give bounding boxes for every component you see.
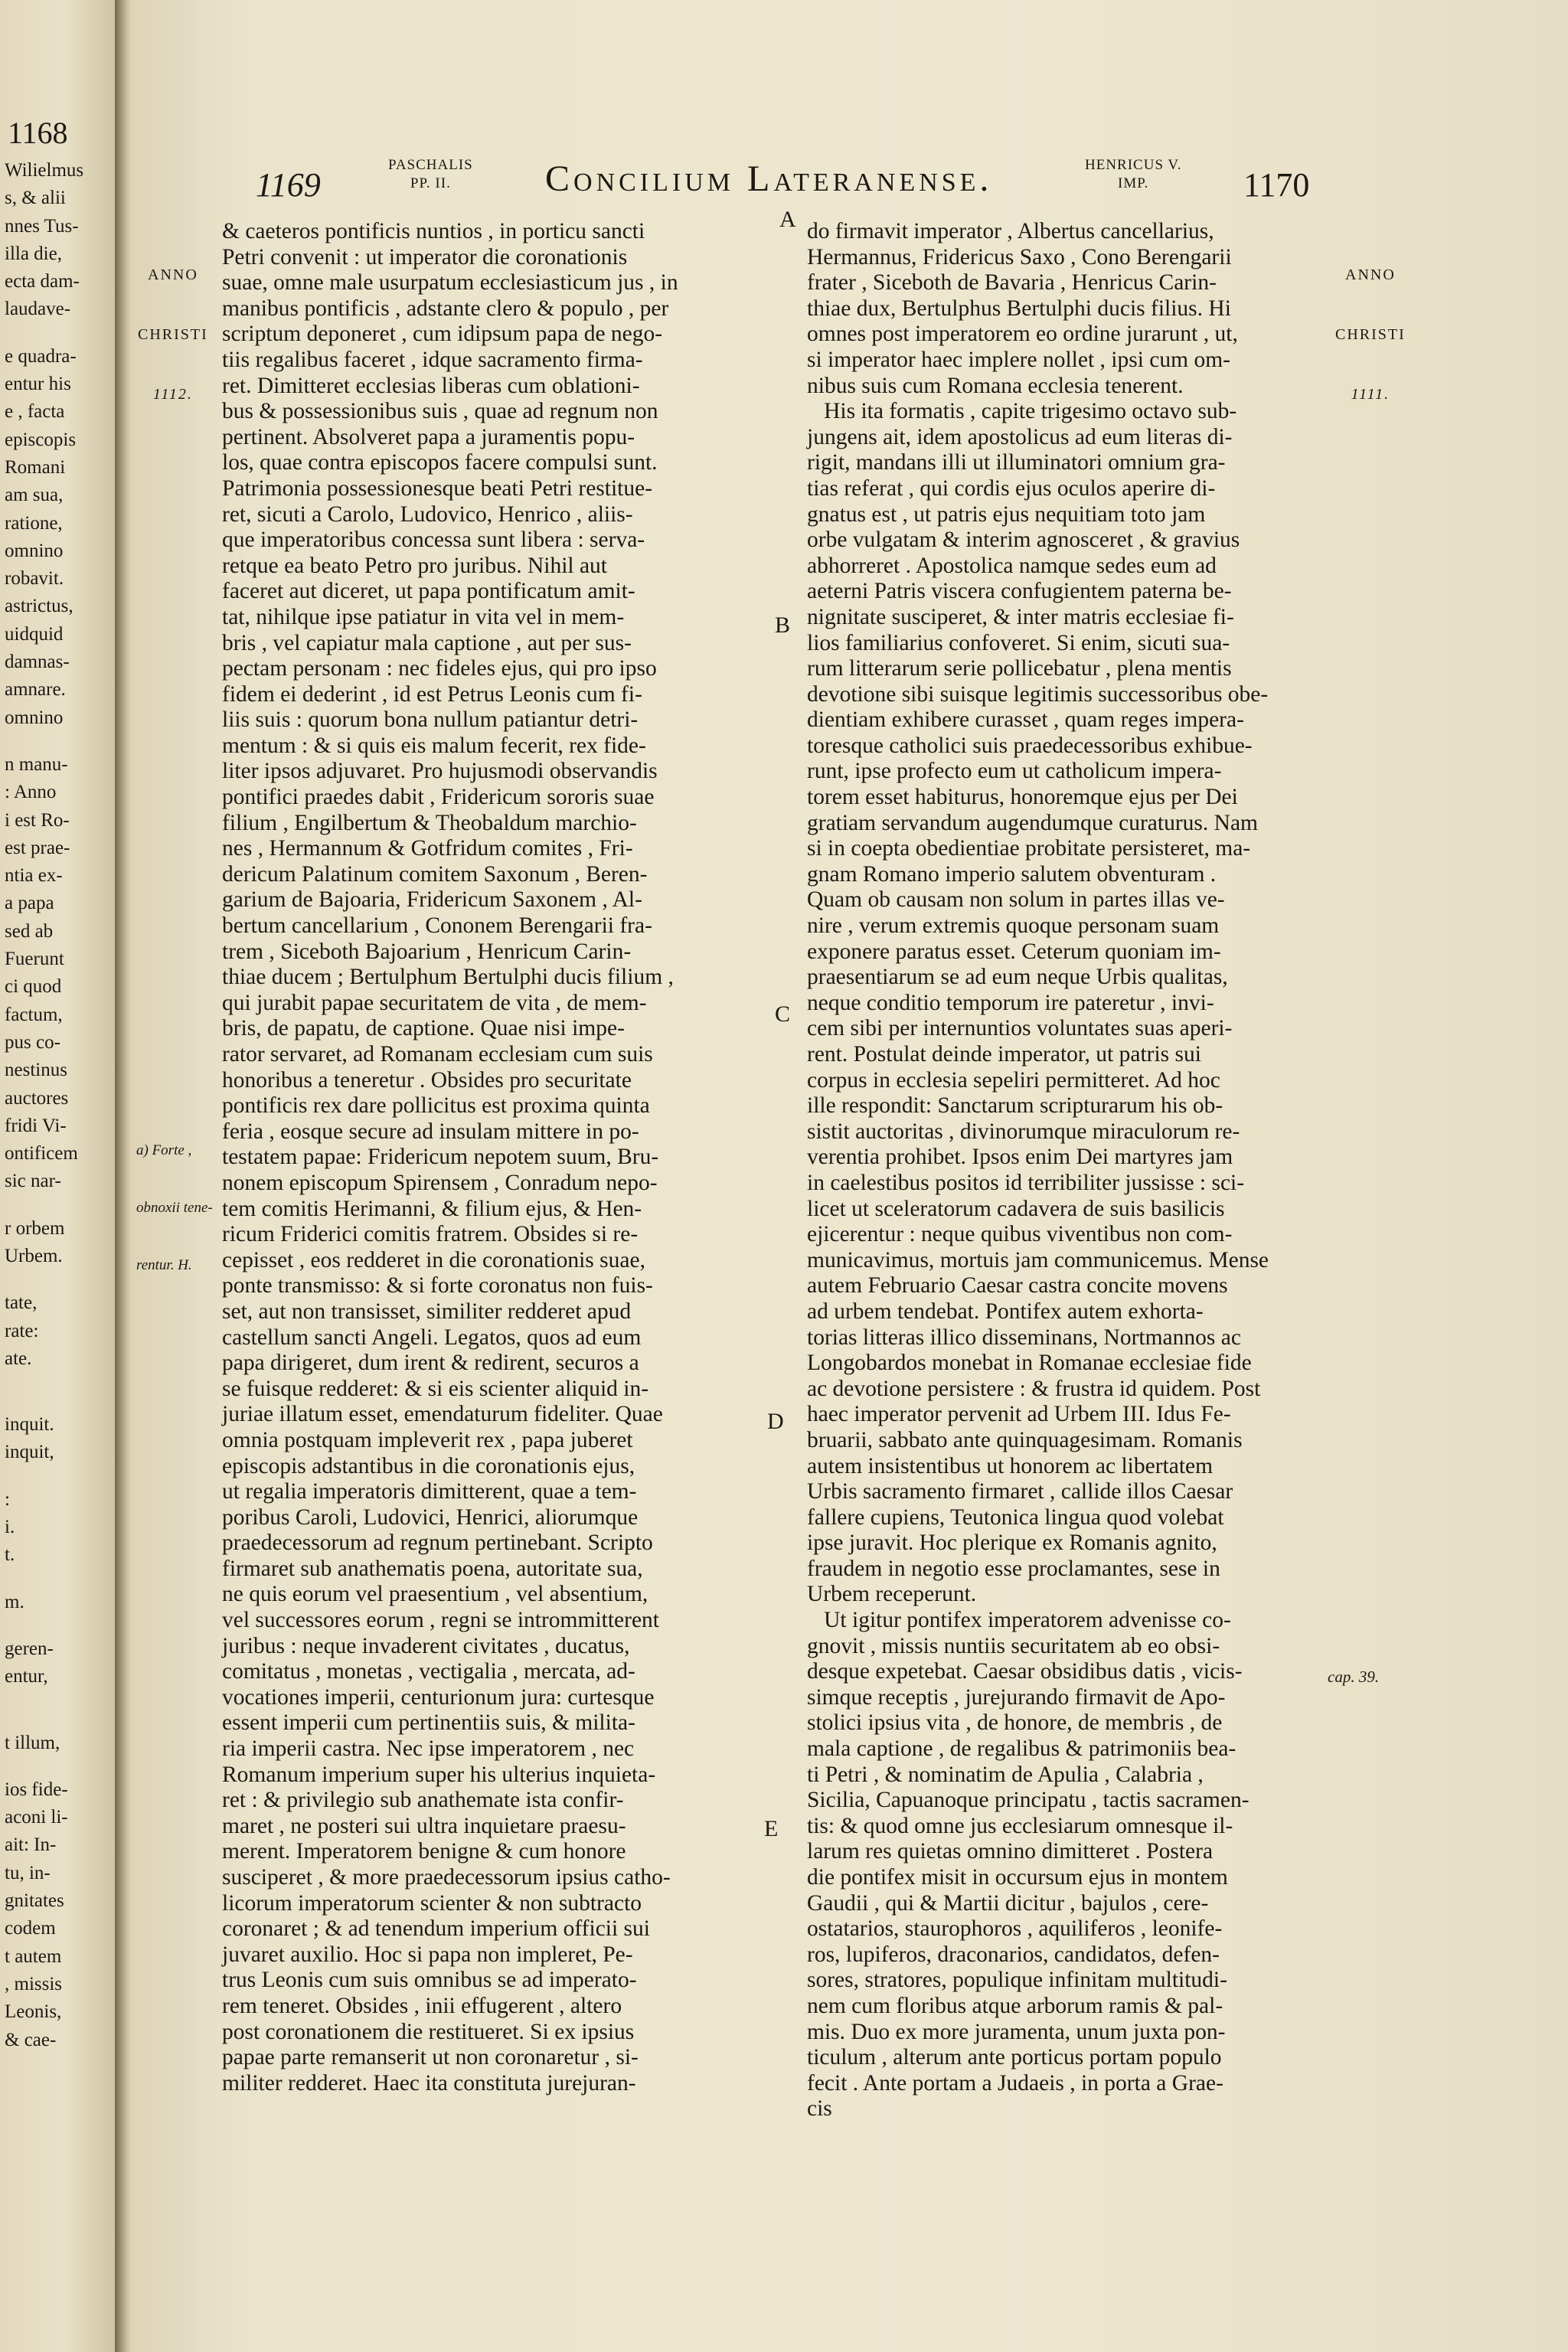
text-line: post coronationem die restitueret. Si ex ipsius [222, 2019, 635, 2044]
previous-page-line: Wilielmus [5, 160, 84, 181]
previous-page-line [5, 1757, 115, 1776]
text-line: testatem papae: Fridericum nepotem suum, Bru- [222, 1145, 659, 1170]
text-line: rigit, mandans illi ut illuminatori omnium gra- [807, 450, 1226, 475]
text-line: ret, sicuti a Carolo, Ludovico, Henrico , aliis- [222, 501, 633, 527]
text-line: castellum sancti Angeli. Legatos, quos ad eum [222, 1325, 642, 1350]
previous-page-line: Romani [5, 456, 66, 478]
previous-page-line: ecta dam- [5, 271, 80, 292]
text-line: toresque catholici suis praedecessoribus exhibue- [807, 733, 1253, 758]
previous-page-line: am sua, [5, 485, 64, 506]
running-head-line: IMP. [1118, 175, 1149, 191]
text-line: ponte transmisso: & si forte coronatus non fuis- [222, 1273, 653, 1298]
text-line: haec imperator pervenit ad Urbem III. Idus Fe- [807, 1402, 1231, 1427]
running-head-line: HENRICUS V. [1085, 157, 1182, 173]
text-line: His ita formatis , capite trigesimo octavo sub- [807, 399, 1237, 424]
text-line: fecit . Ante portam a Judaeis , in porta a Grae- [807, 2070, 1223, 2096]
text-line: mala captione , de regalibus & patrimoniis bea- [807, 1736, 1236, 1762]
text-line: ret : & privilegio sub anathemate ista confir- [222, 1788, 624, 1813]
text-line: rem teneret. Obsides , inii effugerent , altero [222, 1993, 622, 2018]
running-head-line: PASCHALIS [388, 157, 473, 173]
previous-page-line [5, 324, 115, 343]
text-line: verentia prohibet. Ipsos enim Dei martyres jam [807, 1145, 1233, 1170]
text-line: sistit auctoritas , divinorumque miraculorum re- [807, 1119, 1240, 1144]
text-line: nignitate susciperet, & inter matris ecclesiae fi- [807, 604, 1234, 629]
text-line: gnam Romano imperio salutem obventuram . [807, 861, 1217, 887]
previous-page-line: damnas- [5, 652, 70, 673]
previous-page-line: Urbem. [5, 1245, 63, 1266]
previous-page-line: & cae- [5, 2029, 57, 2050]
previous-page-line: uidquid [5, 623, 64, 645]
previous-page-line [5, 1467, 115, 1486]
text-line: papa dirigeret, dum irent & redirent, securos a [222, 1351, 639, 1376]
text-line: exponere paratus esset. Ceterum quoniam im- [807, 939, 1221, 964]
previous-page-line: : Anno [5, 782, 57, 803]
text-line: Ut igitur pontifex imperatorem advenisse co- [807, 1608, 1231, 1633]
text-line: Patrimonia possessionesque beati Petri restitue- [222, 475, 653, 501]
previous-page-line: t. [5, 1544, 15, 1566]
text-line: Quam ob causam non solum in partes illas ve- [807, 887, 1225, 913]
text-line: Longobardos monebat in Romanae ecclesiae fide [807, 1351, 1252, 1376]
previous-page-number: 1168 [8, 116, 68, 150]
text-line: larum res quietas omnino dimitteret . Postera [807, 1839, 1214, 1864]
text-line: sores, stratores, populique infinitam multitudi- [807, 1968, 1227, 1993]
text-line: devotione sibi suisque legitimis successoribus obe- [807, 681, 1269, 707]
right-page-number: 1170 [1243, 166, 1310, 204]
text-line: praedecessorum ad regnum pertinebant. Scripto [222, 1530, 653, 1556]
text-line: pectam personam : nec fideles ejus, qui pro ipso [222, 656, 657, 681]
text-line: retque ea beato Petro pro juribus. Nihil aut [222, 553, 607, 578]
previous-page-line: sed ab [5, 920, 54, 942]
text-line: scriptum deponeret , cum idipsum papa de nego- [222, 322, 663, 347]
text-line: torem esset habiturus, honoremque ejus per Dei [807, 785, 1238, 810]
text-line: cis [807, 2096, 832, 2122]
text-line: torias litteras illico disseminans, Nortmannos ac [807, 1325, 1241, 1350]
text-line: coronaret ; & ad tenendum imperium officii sui [222, 1916, 650, 1942]
previous-page-line: entur, [5, 1666, 48, 1687]
text-line: omnia postquam impleverit rex , papa juberet [222, 1427, 633, 1452]
text-line: los, quae contra episcopos facere compulsi sunt. [222, 450, 658, 475]
text-line: bus & possessionibus suis , quae ad regnum non [222, 399, 658, 424]
text-line: die pontifex misit in occursum ejus in montem [807, 1865, 1228, 1890]
text-line: honoribus a teneretur . Obsides pro securitate [222, 1067, 632, 1093]
previous-page-line: laudave- [5, 299, 71, 320]
previous-page-line: nnes Tus- [5, 215, 79, 237]
previous-page-line: rate: [5, 1320, 39, 1341]
text-line: nibus suis cum Romana ecclesia tenerent. [807, 373, 1184, 398]
text-line: Gaudii , qui & Martii dicitur , bajulos , cere- [807, 1890, 1209, 1916]
text-line: bris, de papatu, de captione. Quae nisi impe- [222, 1016, 625, 1041]
footnote-line: rentur. H. [136, 1257, 192, 1273]
chapter-note: cap. 39. [1328, 1668, 1380, 1686]
previous-page-edge [0, 0, 115, 2352]
text-line: rent. Postulat deinde imperator, ut patris sui [807, 1042, 1201, 1067]
previous-page-line: r orbem [5, 1217, 65, 1239]
text-line: tem comitis Herimanni, & filium ejus, & Hen- [222, 1196, 642, 1221]
section-letter-c: C [775, 1001, 791, 1027]
text-line: suae, omne male usurpatum ecclesiasticum jus , in [222, 270, 678, 296]
text-line: cem sibi per internuntios voluntates suas aperi- [807, 1016, 1233, 1041]
section-letter-a: A [779, 207, 796, 232]
text-line: vel successores eorum , regni se intrommitterent [222, 1608, 659, 1633]
previous-page-line: t autem [5, 1945, 62, 1967]
previous-page-line: n manu- [5, 753, 68, 775]
text-line: papae parte remanserit ut non coronaretur , si- [222, 2045, 639, 2070]
previous-page-line: fridi Vi- [5, 1115, 67, 1136]
previous-page-line: e , facta [5, 401, 65, 423]
section-letter-d: D [767, 1409, 784, 1434]
anno-line: ANNO [1345, 266, 1396, 283]
previous-page-line: t illum, [5, 1732, 60, 1753]
text-line: ros, lupiferos, draconarios, candidatos, defen- [807, 1942, 1220, 1967]
anno-line: CHRISTI [138, 326, 208, 343]
text-line: dientiam exhibere curasset , quam reges impera- [807, 707, 1244, 733]
text-line: rum litterarum serie pollicebatur , plena mentis [807, 656, 1232, 681]
text-line: ret. Dimitteret ecclesias liberas cum oblationi- [222, 373, 640, 398]
text-line: manibus pontificis , adstante clero & populo , per [222, 296, 669, 321]
text-line: faceret aut diceret, ut papa pontificatum amit- [222, 579, 635, 604]
previous-page-line: : [5, 1488, 10, 1510]
text-line: aeterni Patris viscera confugientem paterna be- [807, 579, 1232, 604]
text-line: stolici ipsius vita , de honore, de membris , de [807, 1710, 1223, 1736]
text-line: ti Petri , & nominatim de Apulia , Calabria , [807, 1762, 1204, 1787]
previous-page-line: ate. [5, 1348, 32, 1369]
previous-page-line: ratione, [5, 512, 63, 534]
text-line: si imperator haec implere nollet , ipsi cum om- [807, 347, 1230, 372]
previous-page-line: tu, in- [5, 1862, 51, 1883]
text-line: ipse juravit. Hoc plerique ex Romanis agnito, [807, 1530, 1217, 1556]
previous-page-line: ontificem [5, 1143, 78, 1165]
text-line: susciperet , & more praedecessorum ipsius catho- [222, 1865, 671, 1890]
book-page [132, 0, 1568, 2352]
text-line: fraudem in negotio esse proclamantes, sese in [807, 1556, 1220, 1581]
previous-page-line: i. [5, 1517, 15, 1538]
text-line: Urbis sacramento firmaret , callide illos Caesar [807, 1479, 1233, 1504]
text-line: ricum Friderici comitis fratrem. Obsides si re- [222, 1222, 639, 1247]
text-line: thiae dux, Bertulphus Bertulphi ducis filius. Hi [807, 296, 1231, 321]
text-line: essent imperii cum pertinentiis suis, & milita- [222, 1710, 635, 1736]
text-line: do firmavit imperator , Albertus cancellarius, [807, 219, 1214, 243]
text-line: ad urbem tendebat. Pontifex autem exhorta- [807, 1298, 1204, 1324]
text-line: nire , verum extremis quoque personam suam [807, 913, 1220, 939]
text-line: autem Februario Caesar castra concite movens [807, 1273, 1228, 1298]
text-line: frater , Siceboth de Bavaria , Henricus Carin- [807, 270, 1217, 296]
text-line: episcopis adstantibus in die coronationis ejus, [222, 1453, 635, 1478]
section-letter-b: B [775, 612, 791, 638]
text-line: omnes post imperatorem eo ordine jurarunt , ut, [807, 322, 1238, 347]
previous-page-line [5, 1570, 115, 1589]
previous-page-line: gnitates [5, 1890, 64, 1912]
text-line: pontificis rex dare pollicitus est proxima quinta [222, 1093, 650, 1119]
left-running-head [388, 156, 473, 193]
previous-page-line: sic nar- [5, 1171, 61, 1192]
text-line: licorum imperatorum scienter & non subtracto [222, 1890, 642, 1916]
previous-page-line: factum, [5, 1004, 63, 1025]
text-line: Hermannus, Fridericus Saxo , Cono Berengarii [807, 244, 1232, 270]
text-line: licet ut sceleratorum cadavera de suis basilicis [807, 1196, 1225, 1221]
text-line: cepisset , eos redderet in die coronationis suae, [222, 1247, 645, 1272]
previous-page-line: ait: In- [5, 1834, 57, 1856]
previous-page-line: inquit, [5, 1442, 54, 1463]
previous-page-line [5, 1710, 115, 1730]
text-line: dericum Palatinum comitem Saxonum , Beren- [222, 861, 648, 887]
text-line: trus Leonis cum suis omnibus se ad imperato- [222, 1968, 637, 1993]
text-line: bris , vel capiatur mala captione , aut per sus- [222, 630, 632, 655]
text-line: tias referat , qui cordis ejus oculos aperire di- [807, 475, 1216, 501]
running-head-line: PP. II. [410, 175, 451, 191]
text-line: tis: & quod omne jus ecclesiarum omnesque il- [807, 1813, 1233, 1838]
page-header [132, 153, 1568, 214]
text-line: feria , eosque secure ad insulam mittere in po- [222, 1119, 639, 1144]
page-title: Concilium Lateranense. [545, 158, 993, 199]
text-line: corpus in ecclesia sepeliri permitteret. Ad hoc [807, 1067, 1220, 1093]
previous-page-line: i est Ro- [5, 809, 70, 831]
text-line: ne quis eorum vel praesentium , vel absentium, [222, 1582, 648, 1607]
right-text-column [807, 219, 1473, 2122]
previous-page-line: ntia ex- [5, 865, 63, 887]
text-line: juriae illatum esset, emendaturum fideliter. Quae [222, 1402, 663, 1427]
book-gutter [115, 0, 132, 2352]
text-line: gnatus est , ut patris ejus nequitiam toto jam [807, 501, 1206, 527]
previous-page-line [5, 1196, 115, 1215]
previous-page-line: auctores [5, 1087, 69, 1109]
footnote-margin [136, 1102, 213, 1313]
previous-page-line: inquit. [5, 1414, 54, 1436]
text-line: vocationes imperii, centurionum jura: curtesque [222, 1684, 655, 1710]
previous-page-line: codem [5, 1918, 56, 1939]
text-line: mentum : & si quis eis malum fecerit, rex fide- [222, 733, 646, 758]
previous-page-line: ios fide- [5, 1779, 68, 1800]
previous-page-line [5, 1373, 115, 1392]
previous-page-line: astrictus, [5, 596, 74, 617]
text-line: fallere cupiens, Teutonica lingua quod volebat [807, 1504, 1224, 1530]
text-line: gratiam servandum augendumque curaturus. Nam [807, 810, 1258, 835]
text-line: qui jurabit papae securitatem de vita , de mem- [222, 990, 647, 1015]
text-line: pontifici praedes dabit , Fridericum sororis suae [222, 785, 655, 810]
text-line: fidem ei dederint , id est Petrus Leonis cum fi- [222, 681, 642, 707]
previous-page-line: pus co- [5, 1031, 60, 1053]
text-line: neque conditio temporum ire pateretur , invi- [807, 990, 1214, 1015]
text-line: & caeteros pontificis nuntios , in porticu sancti [222, 219, 645, 243]
text-line: abhorreret . Apostolica namque sedes eum ad [807, 553, 1217, 578]
footnote-line: obnoxii tene- [136, 1200, 213, 1216]
previous-page-line: est prae- [5, 837, 70, 858]
previous-page-line: Leonis, [5, 2001, 62, 2023]
previous-page-line: a papa [5, 893, 54, 914]
text-line: Romanum imperium super his ulterius inquieta- [222, 1762, 656, 1787]
text-line: Sicilia, Capuanoque principatu , tactis sacramen- [807, 1788, 1250, 1813]
text-line: desque expetebat. Caesar obsidibus datis , vicis- [807, 1659, 1243, 1684]
previous-page-line [5, 1691, 115, 1710]
previous-page-line: Fuerunt [5, 949, 64, 970]
left-text-column [222, 219, 888, 2096]
text-line: nem cum floribus atque arborum ramis & pal- [807, 1993, 1223, 2018]
section-letter-e: E [764, 1816, 779, 1841]
previous-page-line: omnino [5, 540, 64, 561]
text-line: ut regalia imperatoris dimitterent, quae a tem- [222, 1479, 637, 1504]
text-line: juribus : neque invaderent civitates , ducatus, [222, 1633, 630, 1658]
previous-page-line: s, & alii [5, 188, 66, 209]
text-line: militer redderet. Haec ita constituta jurejuran- [222, 2070, 636, 2096]
left-page-number: 1169 [256, 166, 321, 204]
text-line: ac devotione persistere : & frustra id quidem. Post [807, 1376, 1261, 1401]
previous-page-line: illa die, [5, 243, 62, 264]
text-line: bertum cancellarium , Cononem Berengarii fra- [222, 913, 652, 939]
previous-page-line: tate, [5, 1292, 38, 1314]
text-line: pertinent. Absolveret papa a juramentis popu- [222, 424, 635, 449]
text-line: Urbem receperunt. [807, 1582, 977, 1607]
previous-page-line: nestinus [5, 1060, 67, 1081]
text-line: nonem episcopum Spirensem , Conradum nepo- [222, 1170, 658, 1195]
text-line: simque receptis , jurejurando firmavit de Apo- [807, 1684, 1226, 1710]
text-line: praesentiarum se ad eum neque Urbis qualitas, [807, 965, 1228, 990]
previous-page-line: robavit. [5, 568, 64, 590]
text-line: mis. Duo ex more juramenta, unum juxta pon- [807, 2019, 1226, 2044]
text-line: firmaret sub anathematis poena, autoritate sua, [222, 1556, 643, 1581]
previous-page-line [5, 732, 115, 751]
text-line: merent. Imperatorem benigne & cum honore [222, 1839, 626, 1864]
left-anno-christi [138, 225, 208, 444]
right-running-head [1085, 156, 1181, 193]
text-line: orbe vulgatam & interim agnosceret , & gravius [807, 528, 1240, 553]
text-line: se fuisque redderet: & si eis scienter aliquid in- [222, 1376, 649, 1401]
text-line: tiis regalibus faceret , idque sacramento firma- [222, 347, 643, 372]
previous-page-line [5, 1270, 115, 1289]
text-line: jungens ait, idem apostolicus ad eum literas di- [807, 424, 1233, 449]
anno-line: CHRISTI [1335, 326, 1406, 343]
text-line: in caelestibus positos id terribiliter jussisse : sci- [807, 1170, 1245, 1195]
text-line: poribus Caroli, Ludovici, Henrici, aliorumque [222, 1504, 639, 1530]
previous-page-line: geren- [5, 1638, 54, 1659]
text-line: municavimus, mortuis jam communicemus. Mense [807, 1247, 1269, 1272]
text-line: runt, ipse profecto eum ut catholicum impera- [807, 759, 1222, 784]
footnote-line: a) Forte , [136, 1142, 192, 1158]
previous-page-line: entur his [5, 374, 71, 395]
previous-page-line [5, 1616, 115, 1635]
text-line: ticulum , alterum ante porticus portam populo [807, 2045, 1222, 2070]
text-line: rator servaret, ad Romanam ecclesiam cum suis [222, 1042, 653, 1067]
text-line: si in coepta obedientiae probitate persisteret, ma- [807, 836, 1251, 861]
previous-page-text [5, 157, 115, 2054]
previous-page-line: amnare. [5, 679, 66, 701]
previous-page-line: omnino [5, 707, 64, 728]
text-line: comitatus , monetas , vectigalia , mercata, ad- [222, 1659, 635, 1684]
text-line: lios familiarius confoveret. Si enim, sicuti sua- [807, 630, 1230, 655]
text-line: set, aut non transisset, similiter redderet apud [222, 1298, 632, 1324]
text-line: tat, nihilque ipse patiatur in vita vel in mem- [222, 604, 625, 629]
text-line: garium de Bajoaria, Fridericum Saxonem , Al- [222, 887, 642, 913]
previous-page-line: , missis [5, 1973, 63, 1994]
text-line: maret , ne posteri sui ultra inquietare praesu- [222, 1813, 626, 1838]
anno-line: 1112. [152, 386, 193, 403]
text-line: que imperatoribus concessa sunt libera : serva- [222, 528, 645, 553]
previous-page-line: e quadra- [5, 345, 77, 367]
previous-page-line: m. [5, 1591, 24, 1612]
text-line: nes , Hermannum & Gotfridum comites , Fri- [222, 836, 633, 861]
text-line: ria imperii castra. Nec ipse imperatorem , nec [222, 1736, 635, 1762]
text-line: thiae ducem ; Bertulphum Bertulphi ducis filium , [222, 965, 674, 990]
text-line: juvaret auxilio. Hoc si papa non impleret, Pe- [222, 1942, 633, 1967]
text-line: Petri convenit : ut imperator die coronationis [222, 244, 628, 270]
text-line: bruarii, sabbato ante quinquagesimam. Romanis [807, 1427, 1243, 1452]
text-line: gnovit , missis nuntiis securitatem ab eo obsi- [807, 1633, 1220, 1658]
anno-line: 1111. [1351, 386, 1390, 403]
previous-page-line [5, 1392, 115, 1411]
text-line: ostatarios, staurophoros , aquiliferos , leonife- [807, 1916, 1223, 1942]
text-line: liter ipsos adjuvaret. Pro hujusmodi observandis [222, 759, 658, 784]
text-line: filium , Engilbertum & Theobaldum marchio- [222, 810, 637, 835]
previous-page-line: ci quod [5, 976, 62, 998]
anno-line: ANNO [148, 266, 198, 283]
previous-page-line: episcopis [5, 429, 77, 450]
text-line: ille respondit: Sanctarum scripturarum his ob- [807, 1093, 1223, 1119]
text-line: autem insistentibus ut honorem ac libertatem [807, 1453, 1214, 1478]
text-line: trem , Siceboth Bajoarium , Henricum Carin- [222, 939, 632, 964]
text-line: ejicerentur : neque quibus viventibus non com- [807, 1222, 1233, 1247]
previous-page-line: aconi li- [5, 1807, 68, 1828]
text-line: liis suis : quorum bona nullum patiantur detri- [222, 707, 639, 733]
